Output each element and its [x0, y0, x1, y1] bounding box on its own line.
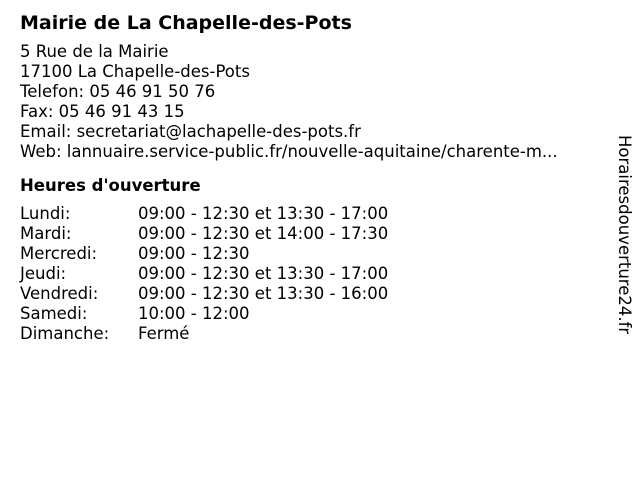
brand-watermark: Horairesdouverture24.fr	[615, 135, 634, 335]
hours-time-value: 09:00 - 12:30 et 13:30 - 16:00	[138, 284, 389, 303]
hours-day-label: Samedi:	[20, 304, 88, 323]
hours-row-tuesday	[20, 224, 610, 244]
hours-time-value: 09:00 - 12:30 et 14:00 - 17:30	[138, 224, 389, 243]
hours-time-value: 09:00 - 12:30 et 13:30 - 17:00	[138, 204, 389, 223]
hours-day-label: Jeudi:	[20, 264, 67, 283]
fax-line: Fax: 05 46 91 43 15	[20, 102, 185, 121]
hours-row-wednesday	[20, 244, 610, 264]
web-line: Web: lannuaire.service-public.fr/nouvelle-aquitaine/charente-m...	[20, 142, 558, 161]
address-city: 17100 La Chapelle-des-Pots	[20, 62, 250, 81]
hours-row-friday	[20, 284, 610, 304]
hours-day-label: Lundi:	[20, 204, 71, 223]
page-title: Mairie de La Chapelle-des-Pots	[20, 12, 352, 34]
address-street: 5 Rue de la Mairie	[20, 42, 169, 61]
hours-heading: Heures d'ouverture	[20, 176, 201, 195]
hours-day-label: Mardi:	[20, 224, 72, 243]
hours-row-sunday	[20, 324, 610, 344]
hours-time-value: 09:00 - 12:30	[138, 244, 250, 263]
hours-day-label: Mercredi:	[20, 244, 98, 263]
hours-row-saturday	[20, 304, 610, 324]
hours-time-value: 09:00 - 12:30 et 13:30 - 17:00	[138, 264, 389, 283]
hours-time-value: 10:00 - 12:00	[138, 304, 250, 323]
email-line: Email: secretariat@lachapelle-des-pots.fr	[20, 122, 361, 141]
hours-row-thursday	[20, 264, 610, 284]
hours-time-value: Fermé	[138, 324, 190, 343]
location-card	[20, 10, 610, 344]
hours-list	[20, 204, 610, 344]
phone-line: Telefon: 05 46 91 50 76	[20, 82, 216, 101]
hours-day-label: Dimanche:	[20, 324, 110, 343]
hours-row-monday	[20, 204, 610, 224]
hours-day-label: Vendredi:	[20, 284, 99, 303]
